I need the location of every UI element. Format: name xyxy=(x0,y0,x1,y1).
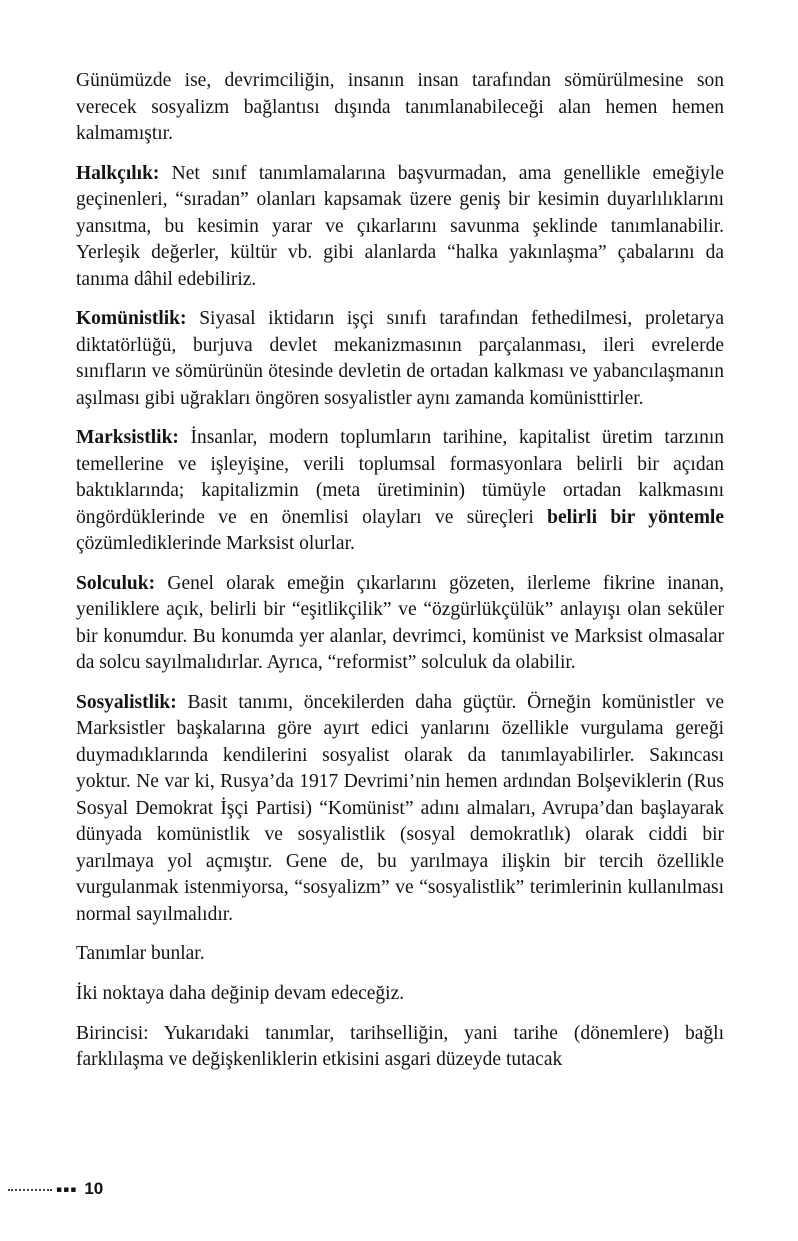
page-text-column xyxy=(76,68,724,1087)
text-run: çözümlediklerinde Marksist olurlar. xyxy=(76,533,355,555)
bold-text-run: Komünistlik: xyxy=(76,308,200,330)
paragraph xyxy=(76,690,724,929)
bold-text-run: Marksistlik: xyxy=(76,427,191,449)
paragraph xyxy=(76,941,724,968)
text-run: Net sınıf tanımlamalarına başvurmadan, ama genellikle emeğiyle geçinenleri, “sıradan” olanları kapsamak üzere geniş bir kesimin duyarlılıklarını yansıtma, bu kesimin yarar ve çıkarlarını savunma şeklinde tanımlanabilir. Yerleşik değerler, kültür vb. gibi alanlarda “halka yakınlaşma” çabalarını da tanıma dâhil edebiliriz. xyxy=(76,162,724,290)
paragraph xyxy=(76,425,724,558)
footer-dotted-line-ornament xyxy=(8,1189,52,1191)
paragraph xyxy=(76,571,724,677)
page-footer xyxy=(8,1179,103,1199)
text-run: İnsanlar, modern toplumların tarihine, kapitalist üretim tarzının temellerine ve işleyişine, verili toplumsal formasyonlara belirli bir açıdan baktıklarında; kapitalizmin (meta üretiminin) tümüyle ortadan kalkmasını öngördüklerinde ve en önemlisi olayları ve süreçleri xyxy=(76,427,724,528)
page-number: 10 xyxy=(84,1179,104,1198)
text-run: Genel olarak emeğin çıkarlarını gözeten, ilerleme fikrine inanan, yeniliklere açık, belirli bir “eşitlikçilik” ve “özgürlükçülük” anlayışı olan seküler bir konumdur. Bu konumda yer alanlar, devrimci, komünist ve Marksist olmasalar da solcu sayılmalıdırlar. Ayrıca, “reformist” solculuk da olabilir. xyxy=(76,572,724,674)
footer-squares-ornament: ▪▪▪ xyxy=(56,1185,78,1195)
text-run: Günümüzde ise, devrimciliğin, insanın insan tarafından sömürülmesine son verecek sosyalizm bağlantısı dışında tanımlanabileceği alan hemen hemen kalmamıştır. xyxy=(76,70,724,145)
paragraph xyxy=(76,1021,724,1074)
bold-text-run: Halkçılık: xyxy=(76,162,172,184)
text-run: İki noktaya daha değinip devam edeceğiz. xyxy=(76,982,405,1004)
paragraph xyxy=(76,161,724,294)
paragraph xyxy=(76,68,724,148)
text-run: Tanımlar bunlar. xyxy=(76,943,205,965)
bold-text-run: Solculuk: xyxy=(76,572,168,594)
paragraph xyxy=(76,981,724,1008)
text-run: Birincisi: Yukarıdaki tanımlar, tarihselliğin, yani tarihe (dönemlere) bağlı farklılaşma ve değişkenliklerin etkisini asgari düzeyde tutacak xyxy=(76,1022,724,1071)
text-run: Basit tanımı, öncekilerden daha güçtür. Örneğin komünistler ve Marksistler başkalarına göre ayırt edici yanlarını özellikle vurgulama gereği duymadıklarında kendilerini sosyalist olarak da tanımlayabilirler. Sakıncası yoktur. Ne var ki, Rusya’da 1917 Devrimi’nin hemen ardından Bolşeviklerin (Rus Sosyal Demokrat İşçi Partisi) “Komünist” adını almaları, Avrupa’dan başlayarak dünyada komünistlik ve sosyalistlik (sosyal demokratlık) olarak ciddi bir yarılmaya yol açmıştır. Gene de, bu yarılmaya ilişkin bir tercih özellikle vurgulanmak istenmiyorsa, “sosyalizm” ve “sosyalistlik” terimlerinin kullanılması normal sayılmalıdır. xyxy=(76,691,725,925)
bold-text-run: belirli bir yöntemle xyxy=(547,506,725,528)
paragraph xyxy=(76,306,724,412)
bold-text-run: Sosyalistlik: xyxy=(76,691,188,713)
text-run: Siyasal iktidarın işçi sınıfı tarafından fethedilmesi, proletarya diktatörlüğü, burjuva devlet mekanizmasının parçalanması, ileri evrelerde sınıfların ve sömürünün ötesinde devletin de ortadan kalkması ve yabancılaşmanın aşılması gibi uğrakları öngören sosyalistler aynı zamanda komünisttirler. xyxy=(76,308,724,409)
